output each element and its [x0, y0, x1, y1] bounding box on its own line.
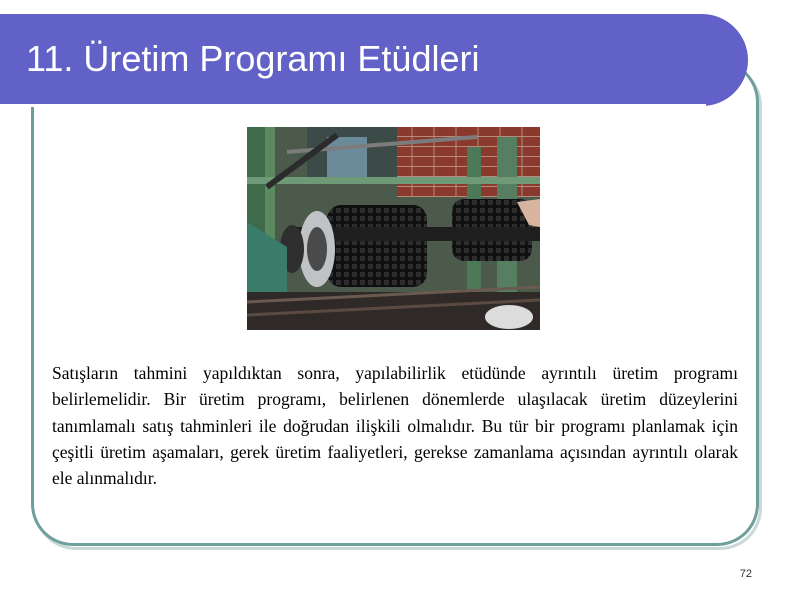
page-number: 72	[739, 568, 752, 580]
body-paragraph: Satışların tahmini yapıldıktan sonra, yapılabilirlik etüdünde ayrıntılı üretim programı belirlemelidir. Bir üretim programı, belirlenen dönemlerde ulaşılacak üretim düzeylerini tanımlamalı satış tahminleri ile doğrudan ilişkili olmalıdır. Bu tür bir programı planlamak için çeşitli üretim aşamaları, gerek üretim faaliyetleri, gerekse zamanlama açısından ayrıntılı olarak ele alınmalıdır.	[52, 363, 738, 489]
machine-illustration	[247, 127, 540, 330]
title-underline	[0, 104, 706, 107]
industrial-machine-photo	[247, 127, 540, 330]
slide-title: 11. Üretim Programı Etüdleri	[26, 38, 480, 79]
